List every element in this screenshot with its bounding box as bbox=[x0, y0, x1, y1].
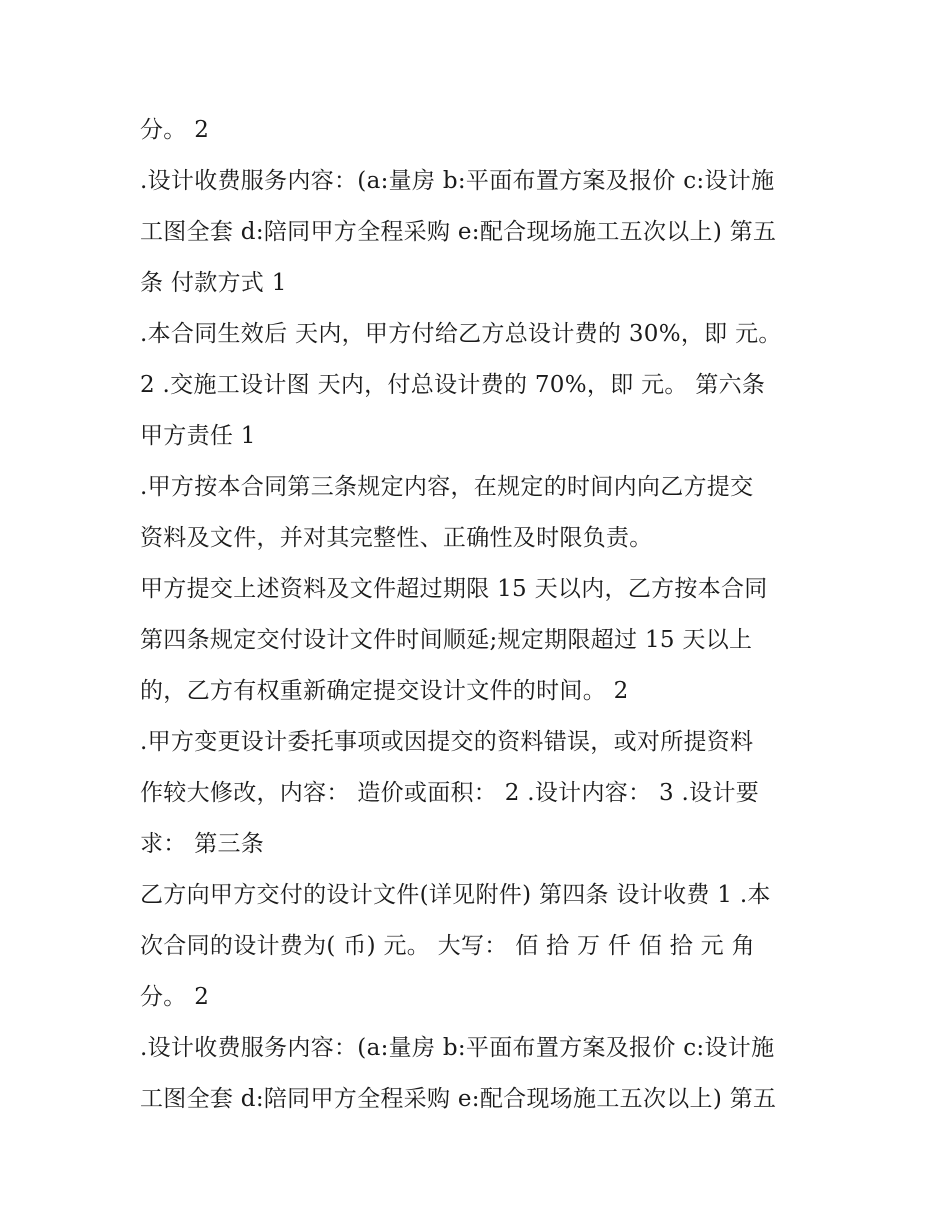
text-line: 的，乙方有权重新确定提交设计文件的时间。 2 bbox=[140, 678, 629, 704]
text-line: 2 .交施工设计图 天内，付总设计费的 70%，即 元。 第六条 bbox=[140, 372, 766, 398]
text-line: 工图全套 d:陪同甲方全程采购 e:配合现场施工五次以上) 第五 bbox=[140, 219, 777, 245]
text-line: 分。 2 bbox=[140, 984, 210, 1010]
text-line: .设计收费服务内容：(a:量房 b:平面布置方案及报价 c:设计施 bbox=[140, 1035, 775, 1061]
contract-text-body bbox=[140, 112, 820, 1132]
text-line: 求： 第三条 bbox=[140, 831, 265, 857]
text-line: 作较大修改，内容： 造价或面积： 2 .设计内容： 3 .设计要 bbox=[140, 780, 760, 806]
text-line: 工图全套 d:陪同甲方全程采购 e:配合现场施工五次以上) 第五 bbox=[140, 1086, 777, 1112]
text-line: .本合同生效后 天内，甲方付给乙方总设计费的 30%，即 元。 bbox=[140, 321, 782, 347]
text-line: .设计收费服务内容：(a:量房 b:平面布置方案及报价 c:设计施 bbox=[140, 168, 775, 194]
text-line: 乙方向甲方交付的设计文件(详见附件) 第四条 设计收费 1 .本 bbox=[140, 882, 771, 908]
text-line: 甲方责任 1 bbox=[140, 423, 256, 449]
text-line: .甲方变更设计委托事项或因提交的资料错误，或对所提资料 bbox=[140, 729, 754, 755]
text-line: 甲方提交上述资料及文件超过期限 15 天以内，乙方按本合同 bbox=[140, 576, 768, 602]
text-line: 次合同的设计费为( 币) 元。 大写： 佰 拾 万 仟 佰 拾 元 角 bbox=[140, 933, 755, 959]
text-line: .甲方按本合同第三条规定内容，在规定的时间内向乙方提交 bbox=[140, 474, 754, 500]
text-line: 分。 2 bbox=[140, 117, 210, 143]
text-line: 资料及文件，并对其完整性、正确性及时限负责。 bbox=[140, 525, 653, 551]
text-line: 条 付款方式 1 bbox=[140, 270, 287, 296]
text-line: 第四条规定交付设计文件时间顺延;规定期限超过 15 天以上 bbox=[140, 627, 753, 653]
